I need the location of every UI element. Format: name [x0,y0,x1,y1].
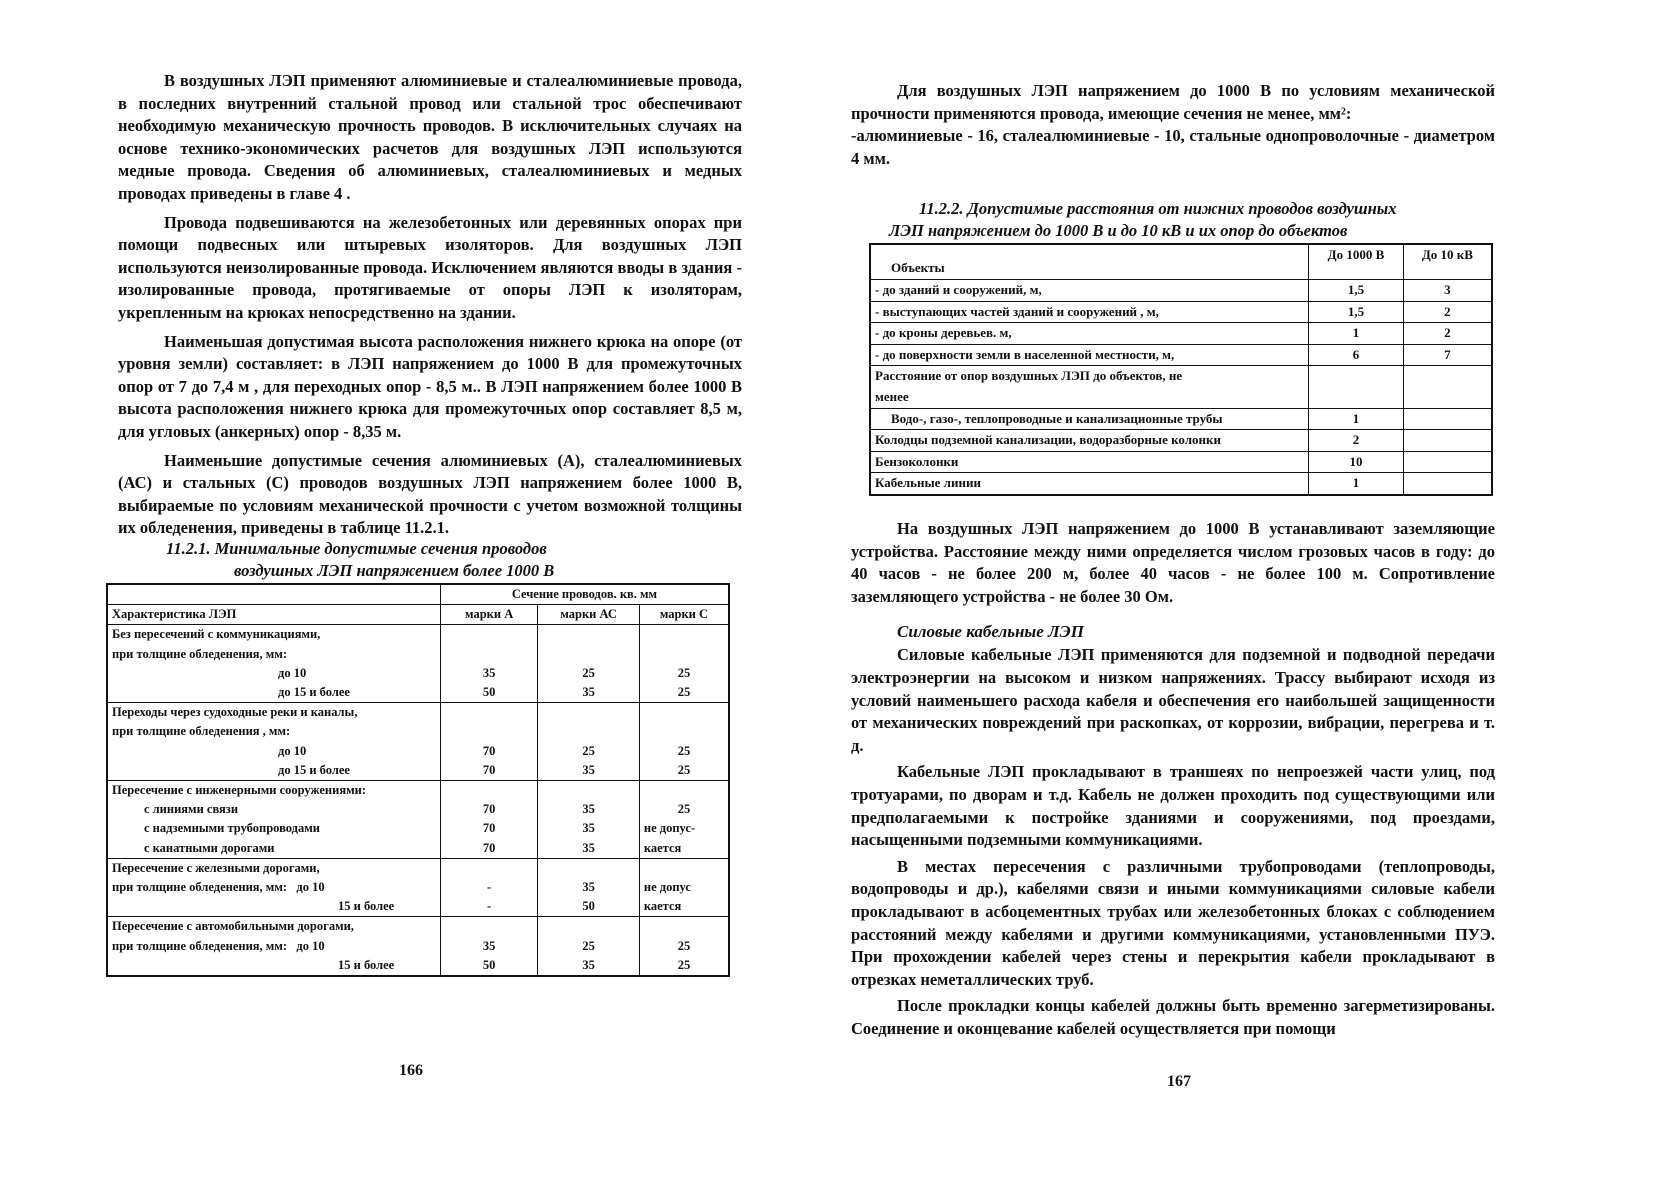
table-row: 15 и более - 50 кается [107,897,729,917]
caption-line: воздушных ЛЭП напряжением более 1000 В [234,561,555,580]
table-header-cell: марки А [440,605,538,625]
right-page [837,0,1675,1193]
paragraph: Силовые кабельные ЛЭП применяются для подземной и подводной передачи электроэнергии на высоком и низком напряжениях. Трассу выбирают исходя из условий наименьшего расхода кабеля и обеспечения его наибольшей защищенности от механических повреждений при раскопках, от коррозии, вибрации, перегрева и т. д. [851,645,1495,755]
paragraph: В местах пересечения с различными трубопроводами (теплопроводы, водопроводы и др.), кабелями связи и иными коммуникациями силовые кабели прокладывают в асбоцементных трубах или железобетонных блоках с соблюдением расстояний между кабелями и другими коммуникациями, установленными ПУЭ. При прохождении кабелей через стены и перекрытия кабели прокладывают в отрезках неметаллических труб. [851,856,1495,989]
table-11-2-1 [106,583,730,977]
paragraph: Наименьшие допустимые сечения алюминиевых (А), сталеалюминиевых (АС) и стальных (С) проводов воздушных ЛЭП напряжением более 1000 В, выбираемые по условиям механической прочности с учетом возможной толщины их обледенения, приведены в таблице 11.2.1. [118,450,742,538]
table-11-2-2 [869,243,1493,496]
caption-line: 11.2.2. Допустимые расстояния от нижних проводов воздушных [919,199,1397,218]
table-row: Пересечение с железными дорогами, [107,858,729,878]
paragraph: Провода подвешиваются на железобетонных или деревянных опорах при помощи подвесных или штыревых изоляторов. Для воздушных ЛЭП используются неизолированные провода. Исключением являются вводы в здания - изолированные провода, протягиваемые от опоры ЛЭП к изоляторам, укрепленным на крюках непосредственно на здании. [118,212,742,322]
paragraph: -алюминиевые - 16, сталеалюминиевые - 10, стальные однопроволочные - диаметром 4 мм. [851,126,1495,168]
table-row: Расстояние от опор воздушных ЛЭП до объектов, не менее [870,366,1492,408]
table-header-cell: Характеристика ЛЭП [107,605,440,625]
table-row: Без пересечений с коммуникациями, [107,625,729,645]
paragraph: После прокладки концы кабелей должны быть временно загерметизированы. Соединение и оконцевание кабелей осуществляется при помощи [851,996,1495,1038]
table-row: - до кроны деревьев. м, 1 2 [870,323,1492,345]
paragraph: Кабельные ЛЭП прокладывают в траншеях по непроезжей части улиц, под тротуарами, по дворам и т.д. Кабель не должен проходить под существующими или предполагаемыми к постройке зданиями и сооружениями, под проездами, насыщенными подземными коммуникациями. [851,762,1495,850]
table-row: - до поверхности земли в населенной местности, м, 6 7 [870,344,1492,366]
table-row: - до зданий и сооружений, м, 1,5 3 [870,280,1492,302]
table-header-cell: марки С [639,605,729,625]
table-caption [118,538,742,582]
table-row: с надземными трубопроводами 70 35 не допус- [107,819,729,838]
caption-line: 11.2.1. Минимальные допустимые сечения проводов [166,539,547,558]
table-row: при толщине обледенения, мм: до 10 35 25 25 [107,937,729,956]
right-text-bottom [851,518,1495,1040]
table-row: Бензоколонки 10 [870,451,1492,473]
paragraph: Наименьшая допустимая высота расположения нижнего крюка на опоре (от уровня земли) составляет: в ЛЭП напряжением до 1000 В для промежуточных опор от 7 до 7,4 м , для переходных опор - 8,5 м.. В ЛЭП напряжением более 1000 В высота расположения нижнего крюка для промежуточных опор составляет 8,5 м, для угловых (анкерных) опор - 8,35 м. [118,331,742,441]
table-row: с канатными дорогами 70 35 кается [107,839,729,859]
table-group-header: Сечение проводов. кв. мм [440,584,729,605]
table-row: до 15 и более 50 35 25 [107,683,729,703]
table-row: до 15 и более 70 35 25 [107,761,729,781]
caption-line: ЛЭП напряжением до 1000 В и до 10 кВ и их опор до объектов [889,221,1348,240]
table-row: Водо-, газо-, теплопроводные и канализационные трубы 1 [870,408,1492,430]
table-header-row [870,244,1492,280]
table-row: до 10 70 25 25 [107,742,729,761]
page-number: 166 [399,1062,423,1079]
table-row: при толщине обледенения , мм: [107,722,729,741]
paragraph: Для воздушных ЛЭП напряжением до 1000 В по условиям механической прочности применяются провода, имеющие сечения не менее, мм²: [851,81,1495,123]
table-header-cell: До 10 кВ [1403,244,1492,280]
table-row: Переходы через судоходные реки и каналы, [107,703,729,723]
table-row: при толщине обледенения, мм: до 10 - 35 не допус [107,878,729,897]
table-row: Колодцы подземной канализации, водоразборные колонки 2 [870,430,1492,452]
table-row: Пересечение с инженерными сооружениями: [107,781,729,801]
paragraph: В воздушных ЛЭП применяют алюминиевые и сталеалюминиевые провода, в последних внутренний стальной провод или стальной трос обеспечивают необходимую механическую прочность проводов. В исключительных случаях на основе технико-экономических расчетов для воздушных ЛЭП используются медные провода. Сведения об алюминиевых, сталеалюминиевых и медных проводах приведены в главе 4 . [118,71,742,203]
table-header-cell [107,584,440,605]
section-heading: Силовые кабельные ЛЭП [897,622,1084,642]
page-number: 167 [1167,1073,1191,1090]
table-row: - выступающих частей зданий и сооружений , м, 1,5 2 [870,301,1492,323]
table-row: при толщине обледенения, мм: [107,645,729,664]
table-row: с линиями связи 70 35 25 [107,800,729,819]
table-row: Пересечение с автомобильными дорогами, [107,917,729,937]
paragraph: На воздушных ЛЭП напряжением до 1000 В устанавливают заземляющие устройства. Расстояние между ними определяется числом грозовых часов в году: до 40 часов - не более 200 м, более 40 часов - не более 100 м. Сопротивление заземляющего устройства - не более 30 Ом. [851,519,1495,606]
left-page [0,0,837,1193]
table-caption [865,198,1485,242]
table-header-cell: Объекты [870,244,1309,280]
left-text-block [118,70,742,540]
table-row: Кабельные линии 1 [870,473,1492,495]
table-row: 15 и более 50 35 25 [107,956,729,976]
table-header-cell: До 1000 В [1309,244,1404,280]
right-text-top [851,80,1495,170]
table-header-cell: марки АС [538,605,639,625]
table-row: до 10 35 25 25 [107,664,729,683]
